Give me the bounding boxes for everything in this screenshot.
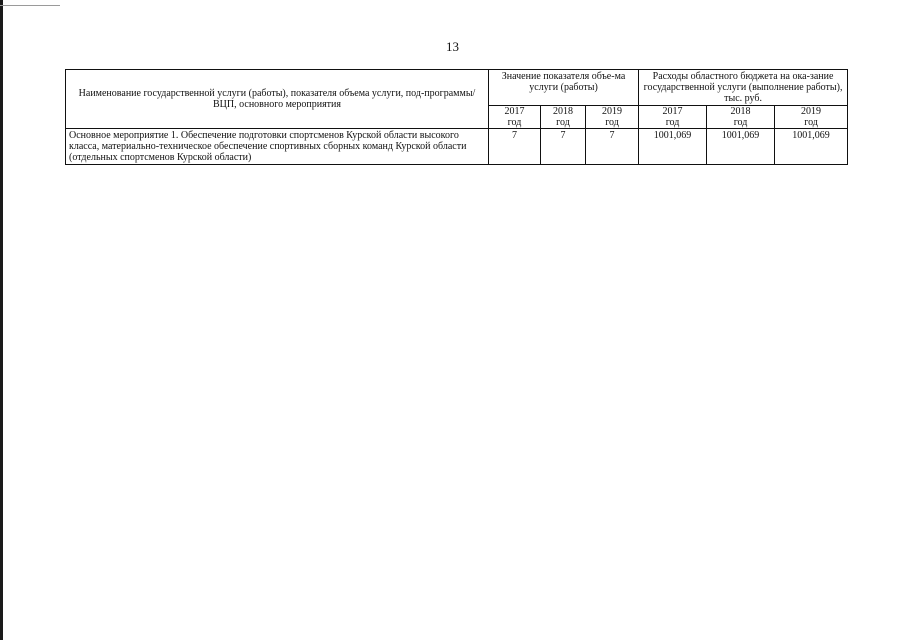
year-suffix: год (605, 117, 619, 128)
year-label: 2018 (730, 106, 751, 117)
services-table (65, 69, 848, 165)
year-suffix: год (804, 117, 818, 128)
scan-left-edge (0, 0, 3, 640)
year-suffix: год (507, 117, 522, 128)
year-suffix: год (733, 117, 748, 128)
header-name-column: Наименование государственной услуги (работы), показателя объема услуги, под-программы/ВЦП, основного мероприятия (66, 70, 489, 129)
year-label: 2018 (553, 106, 573, 117)
year-label: 2019 (801, 106, 822, 117)
year-suffix: год (556, 117, 570, 128)
year-label: 2017 (504, 106, 525, 117)
header-indicator-group: Значение показателя объе-ма услуги (работы) (489, 70, 639, 106)
page-number: 13 (446, 39, 459, 54)
row-expense-2017: 1001,069 (639, 129, 707, 165)
row-activity-name: Основное мероприятие 1. Обеспечение подготовки спортсменов Курской области высокого класса, материально-техническое обеспечение спортивных сборных команд Курской области (отдельных спортсменов Курской области) (66, 129, 489, 165)
year-label: 2019 (602, 106, 623, 117)
row-indicator-2019: 7 (586, 129, 639, 165)
year-suffix: год (665, 117, 680, 128)
row-indicator-2018: 7 (541, 129, 586, 165)
row-expense-2019: 1001,069 (775, 129, 848, 165)
header-expense-year-2017 (639, 106, 707, 129)
header-expense-group: Расходы областного бюджета на ока-зание государственной услуги (выполнение работы), тыс. руб. (639, 70, 848, 106)
scan-top-mark (0, 5, 60, 6)
table-row (66, 129, 848, 165)
year-label: 2017 (662, 106, 683, 117)
header-expense-year-2019 (775, 106, 848, 129)
header-indicator-year-2017 (489, 106, 541, 129)
header-expense-year-2018 (707, 106, 775, 129)
header-indicator-year-2019 (586, 106, 639, 129)
header-indicator-year-2018 (541, 106, 586, 129)
row-expense-2018: 1001,069 (707, 129, 775, 165)
table-header-row (66, 70, 848, 106)
row-indicator-2017: 7 (489, 129, 541, 165)
